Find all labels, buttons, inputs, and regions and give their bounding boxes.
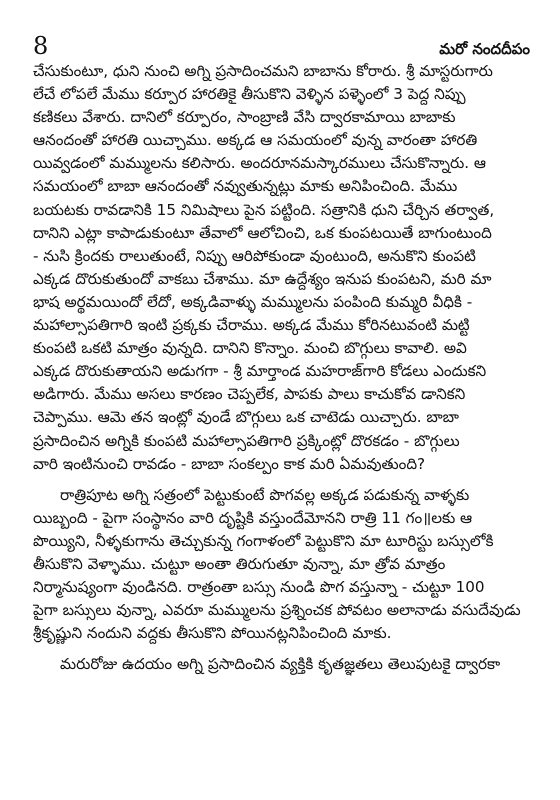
- text-line: సమయంలో బాబా ఆనందంతో నవ్వుతున్నట్లు మాకు అనిపించింది. మేము: [33, 177, 458, 196]
- text-line: చెప్పాము. ఆమె తన ఇంట్లో వుండే బొగ్గులు ఒక చాటెడు యిచ్చారు. బాబా: [33, 408, 459, 427]
- text-line: రాత్రిపూట అగ్ని సత్రంలో పెట్టుకుంటే పొగవల్ల అక్కడ పడుకున్న వాళ్ళకు: [60, 485, 470, 504]
- text-line: తీసుకొని వెళ్ళాము. చుట్టూ అంతా తిరుగుతూ వున్నా, మా త్రోవ మాత్రం: [33, 554, 446, 573]
- paragraph-3: [33, 653, 530, 676]
- paragraph-1: [33, 60, 530, 476]
- text-line: చేసుకుంటూ, ధుని నుంచి అగ్ని ప్రసాదించమని బాబాను కోరారు. శ్రీ మాస్టరుగారు: [33, 62, 493, 80]
- text-line: మరురోజు ఉదయం అగ్ని ప్రసాదించిన వ్యక్తికి కృతజ్ఞతలు తెలుపుటకై ద్వారకా: [60, 655, 501, 674]
- text-line: కణికలు వేశారు. దానిలో కర్పూరం, సాంబ్రాణి వేసి ద్వారకామాయి బాబాకు: [33, 108, 456, 127]
- text-line: లేచే లోపలే మేము కర్పూర హారతికై తీసుకొని వెళ్ళిన పళ్ళెంలో 3 పెద్ద నిప్పు: [33, 85, 466, 104]
- page-header: [33, 34, 530, 60]
- text-line: ఎక్కడ దొరుకుతుందో వాకబు చేశాము. మా ఉద్దేశ్యం ఇనుప కుంపటని, మరి మా: [33, 269, 492, 288]
- text-line: పొయ్యిని, నీళ్ళకుగాను తెచ్చుకున్న గంగాళంలో పెట్టుకొని మా టూరిస్టు బస్సులోకి: [33, 531, 494, 550]
- text-line: కుంపటి ఒకటి మాత్రం వున్నది. దానిని కొన్నాం. మంచి బొగ్గులు కావాలి. అవి: [33, 339, 467, 358]
- text-line: ఆనందంతో హారతి యిచ్చాము. అక్కడ ఆ సమయంలో వున్న వారంతా హారతి: [33, 131, 478, 150]
- text-line: నిర్మానుష్యంగా వుండినది. రాత్రంతా బస్సు నుండి పొగ వస్తున్నా - చుట్టూ 100: [33, 578, 485, 597]
- text-line: పైగా బస్సులు వున్నా, ఎవరూ మమ్ములను ప్రశ్నించక పోవటం అలానాడు వసుదేవుడు: [33, 601, 521, 620]
- text-line: బయటకు రావడానికి 15 నిమిషాలు పైన పట్టింది. సత్రానికి ధుని చేర్చిన తర్వాత,: [33, 200, 495, 219]
- running-title: మరో నందదీపం: [439, 40, 530, 58]
- text-line: వారి ఇంటినుంచి రావడం - బాబా సంకల్పం కాక మరి ఏమవుతుంది?: [33, 454, 426, 473]
- text-line: యిబ్బంది - పైగా సంస్థానం వారి దృష్టికి వస్తుందేమోనని రాత్రి 11 గం॥లకు ఆ: [33, 508, 473, 527]
- page-number: 8: [33, 32, 49, 60]
- text-line: భాష అర్థమయిందో లేదో, అక్కడివాళ్ళు మమ్ములను పంపింది కుమ్మరి వీధికి -: [33, 292, 473, 311]
- text-line: అడిగారు. మేము అసలు కారణం చెప్పలేక, పాపకు పాలు కాచుకోవ డానికని: [33, 385, 466, 404]
- text-line: శ్రీకృష్ణుని నందుని వద్దకు తీసుకొని పోయినట్లనిపించింది మాకు.: [33, 624, 392, 643]
- text-line: యివ్వడంలో మమ్ములను కలిసారు. అందరూనమస్కారములు చేసుకొన్నారు. ఆ: [33, 154, 487, 173]
- text-line: - నుసి క్రిందకు రాలుతుంటే, నిప్పు ఆరిపోకుండా వుంటుంది, అనుకొని కుంపటి: [33, 246, 476, 265]
- text-line: మహాల్సాపతిగారి ఇంటి ప్రక్కకు చేరాము. అక్కడ మేము కోరినటువంటి మట్టి: [33, 316, 470, 335]
- text-line: ఎక్కడ దొరుకుతాయని అడుగగా - శ్రీ మార్తాండ మహరాజ్‌గారి కోడలు ఎందుకని: [33, 362, 487, 381]
- text-line: దానిని ఎట్లా కాపాడుకుంటూ తేవాలో ఆలోచించి, ఒక కుంపటయితే బాగుంటుంది: [33, 223, 492, 242]
- text-line: ప్రసాదించిన అగ్నికి కుంపటి మహాల్సాపతిగారి ప్రక్కింట్లో దొరకడం - బొగ్గులు: [33, 431, 460, 450]
- paragraph-2: [33, 484, 530, 646]
